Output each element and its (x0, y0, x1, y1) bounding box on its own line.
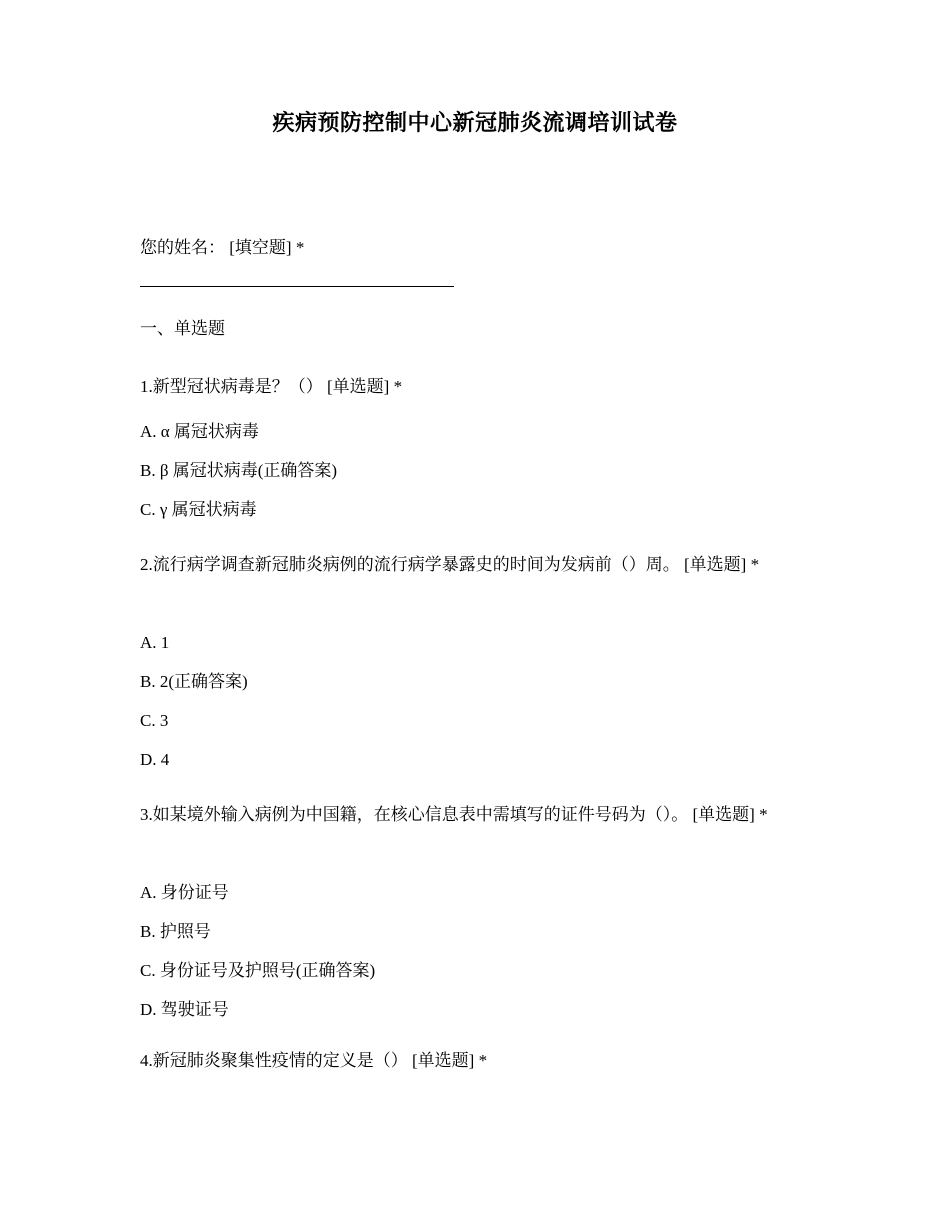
question-text: 2.流行病学调查新冠肺炎病例的流行病学暴露史的时间为发病前（）周。 [单选题] * (140, 555, 760, 574)
question-text: 3.如某境外输入病例为中国籍，在核心信息表中需填写的证件号码为（）。 [单选题] * (140, 805, 768, 824)
question-3 (140, 797, 812, 1035)
name-question-label: 您的姓名： [填空题] * (140, 238, 305, 257)
option-a[interactable]: A. 1 (140, 633, 170, 652)
option-c[interactable]: C. 身份证号及护照号(正确答案) (140, 961, 376, 980)
option-c[interactable]: C. γ 属冠状病毒 (140, 500, 257, 519)
section-title: 一、单选题 (140, 319, 225, 338)
option-a[interactable]: A. 身份证号 (140, 883, 229, 902)
name-answer-line[interactable] (140, 286, 454, 287)
page-title: 疾病预防控制中心新冠肺炎流调培训试卷 (272, 110, 678, 135)
option-b[interactable]: B. 护照号 (140, 922, 211, 941)
question-4 (140, 1047, 812, 1075)
option-d[interactable]: D. 驾驶证号 (140, 1000, 229, 1019)
exam-content (140, 234, 812, 1075)
question-text: 1.新型冠状病毒是？（） [单选题] * (140, 377, 403, 396)
question-text: 4.新冠肺炎聚集性疫情的定义是（） [单选题] * (140, 1051, 488, 1070)
option-b[interactable]: B. β 属冠状病毒(正确答案) (140, 461, 338, 480)
question-2 (140, 547, 812, 785)
option-c[interactable]: C. 3 (140, 711, 169, 730)
option-b[interactable]: B. 2(正确答案) (140, 672, 248, 691)
question-1 (140, 373, 812, 535)
option-a[interactable]: A. α 属冠状病毒 (140, 422, 259, 441)
option-d[interactable]: D. 4 (140, 750, 170, 769)
